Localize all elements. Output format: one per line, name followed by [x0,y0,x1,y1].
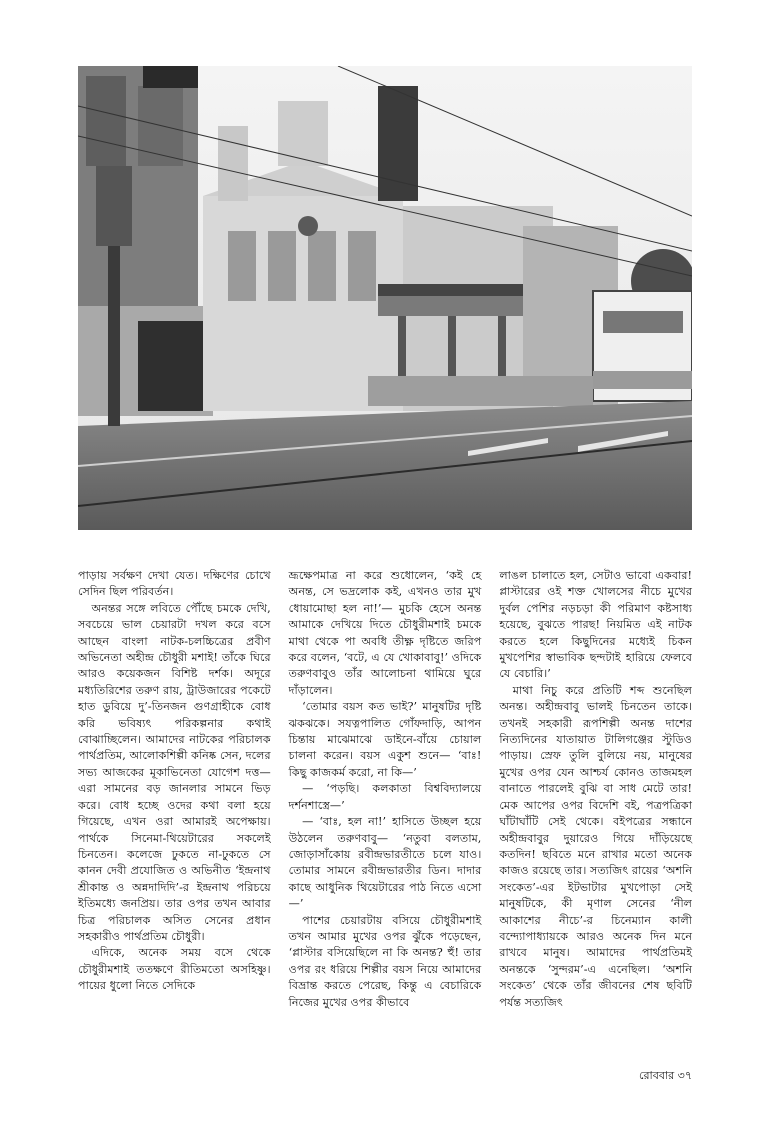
paragraph: — ‘পড়ছি। কলকাতা বিশ্ববিদ্যালয়ে দর্শনশাস্ত্রে—’ [288,782,482,812]
paragraph: ‘তোমার বয়স কত ভাই?’ মানুষটির দৃষ্টি ঝকঝকে। সযত্নপালিত গোঁফদাড়ি, আপন চিন্তায় মাঝেমাঝে ডাইনে-বাঁয়ে চোয়াল চালনা করেন। বয়স একুশ শুনে— ‘বাঃ! কিছু কাজকর্ম করো, না কি—’ [288,700,482,779]
paragraph: — ‘বাঃ, হল না!’ হাসিতে উচ্ছল হয়ে উঠলেন তরুণবাবু— ‘নতুবা বলতাম, জোড়াসাঁকোয় রবীন্দ্রভারতীতে চলে যাও। তোমার সামনে রবীন্দ্রভারতীর ডিন। দাদার কাছে আধুনিক থিয়েটারের পাঠ নিতে এসো—’ [288,815,482,911]
paragraph: মাথা নিচু করে প্রতিটি শব্দ শুনেছিল অনন্ত। অহীন্দ্রবাবু ভালই চিনতেন তাকে। তখনই সহকারী রূপশিল্পী অনন্ত দাশের নিত্যদিনের যাতায়াত টালিগঞ্জের স্টুডিও পাড়ায়। স্রেফ তুলি বুলিয়ে নয়, মানুষের মুখের ওপর যেন আশ্চর্য কোনও তাজমহল বানাতে পারলেই বুঝি বা সাধ মেটে তার! মেক আপের ওপর বিদেশি বই, পত্রপত্রিকা ঘাঁটাঘাঁটি সেই থেকে। বইপত্রের সন্ধানে অহীন্দ্রবাবুর দুয়ারেও গিয়ে দাঁড়িয়েছে কতদিন! ছবিতে মনে রাখার মতো অনেক কাজও রয়েছে তার। সত্যজিৎ রায়ের ‘অশনি সংকেত’-এর ইটভাটার মুখপোড়া সেই মানুষটিকে, কী মৃণাল সেনের ‘নীল আকাশের নীচে’-র চিনেম্যান কালী বন্দ্যোপাধ্যায়কে আরও অনেক দিন মনে রাখবে মানুষ। আমাদের পার্থপ্রতিমই অনন্তকে ‘সুন্দরম’-এ এনেছিল। ‘অশনি সংকেত’ থেকে তাঁর জীবনের শেষ ছবিটি পর্যন্ত সত্যজিৎ [499,683,693,1009]
article-body [78,568,692,1011]
paragraph: এদিকে, অনেক সময় বসে থেকে চৌধুরীমশাই ততক্ষণে রীতিমতো অসহিষ্ণু। পায়ের ধুলো নিতে সেদিকে [78,946,271,993]
article-column-3 [499,568,692,1011]
paragraph: লাঙল চালাতে হল, সেটাও ভাবো একবার! প্লাস্টারের ওই শক্ত খোলসের নীচে মুখের দুর্বল পেশির নড়চড়া কী পরিমাণ কষ্টসাধ্য হয়েছে, বুঝতে পারছ! নিয়মিত এই নাটক করতে হলে কিছুদিনের মধ্যেই চিকন মুখপেশির স্বাভাবিক ছন্দটাই হারিয়ে ফেলবে যে বেচারি।’ [499,569,693,681]
theatre-street-photo [78,66,692,530]
paragraph: ভ্রূক্ষেপমাত্র না করে শুধোলেন, ‘কই হে অনন্ত, সে ভদ্রলোক কই, এখনও তার মুখ ধোয়ামোছা হল না!’— মুচকি হেসে অনন্ত আমাকে দেখিয়ে দিতে চৌধুরীমশাই চমকে মাথা থেকে পা অবধি তীক্ষ্ণ দৃষ্টিতে জরিপ করে বলেন, ‘বটে, এ যে খোকাবাবু!’ ওদিকে তরুণবাবুও তাঁর আলোচনা থামিয়ে ঘুরে দাঁড়ালেন। [288,569,482,697]
photo-illustration [78,66,692,530]
article-column-2 [289,568,482,1011]
article-column-1 [78,568,271,1011]
paragraph: অনন্তর সঙ্গে লবিতে পৌঁছে চমকে দেখি, সবচেয়ে ভাল চেয়ারটা দখল করে বসে আছেন বাংলা নাটক-চলচ্চিত্রের প্রবীণ অভিনেতা অহীন্দ্র চৌধুরী মশাই! তাঁকে ঘিরে আরও কয়েকজন বিশিষ্ট দর্শক। অদূরে মধ্যতিরিশের তরুণ রায়, ট্রাউজারের পকেটে হাত ডুবিয়ে দু’-তিনজন গুণগ্রাহীকে বোধ করি ভবিষ্যৎ পরিকল্পনার কথাই বোঝাচ্ছিলেন। আমাদের নাটকের পরিচালক পার্থপ্রতিম, আলোকশিল্পী কনিষ্ক সেন, দলের সভ্য আজকের মূকাভিনেতা যোগেশ দত্ত— এরা সামনের বড় জানলার সামনে ভিড় করে। বোধ হচ্ছে ওদের কথা বলা হয়ে গিয়েছে, এখন ওরা আমারই অপেক্ষায়। পার্থকে সিনেমা-থিয়েটারের সকলেই চিনতেন। কলেজে ঢুকতে না-ঢুকতে সে কানন দেবী প্রযোজিত ও অভিনীত ‘ইন্দ্রনাথ শ্রীকান্ত ও অন্নদাদিদি’-র ইন্দ্রনাথ পরিচয়ে ইতিমধ্যে জনপ্রিয়। তার ওপর তখন আবার চিত্র পরিচালক অসিত সেনের প্রধান সহকারীও পার্থপ্রতিম চৌধুরী। [78,601,271,943]
page-number: রোববার ৩৭ [639,1069,692,1082]
paragraph: পাশের চেয়ারটায় বসিয়ে চৌধুরীমশাই তখন আমার মুখের ওপর ঝুঁকে পড়েছেন, ‘প্লাস্টার বসিয়েছিলে না কি অনন্ত? হুঁ! তার ওপর রং ধরিয়ে শিল্পীর বয়স নিয়ে আমাদের বিভ্রান্ত করতে পেরেছ, কিন্তু এ বেচারিকে নিজের মুখের ওপর কীভাবে [288,913,482,1009]
paragraph: পাড়ায় সর্বক্ষণ দেখা যেত। দক্ষিণের চোখে সেদিন ছিল পরিবর্তন। [78,569,271,599]
